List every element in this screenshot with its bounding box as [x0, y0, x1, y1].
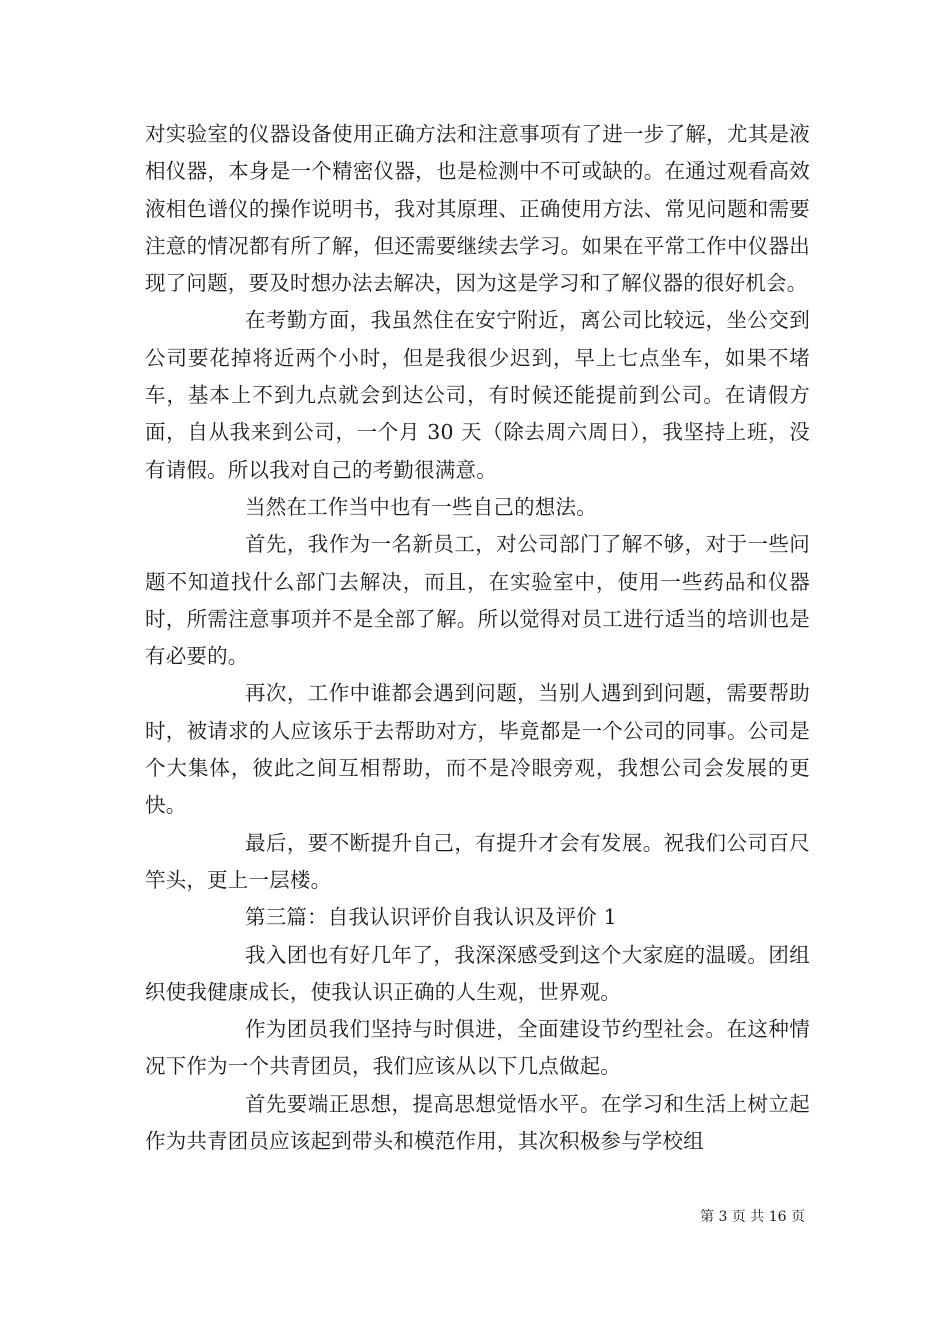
paragraph: 我入团也有好几年了，我深深感受到这个大家庭的温暖。团组织使我健康成长，使我认识正确的人生观，世界观。: [145, 942, 810, 1004]
paragraph: 首先要端正思想，提高思想觉悟水平。在学习和生活上树立起作为共青团员应该起到带头和模范作用，其次积极参与学校组: [145, 1091, 810, 1154]
paragraph: 最后，要不断提升自己，有提升才会有发展。祝我们公司百尺竿头，更上一层楼。: [145, 830, 810, 892]
paragraph: 在考勤方面，我虽然住在安宁附近，离公司比较远，坐公交到公司要花掉将近两个小时，但是我很少迟到，早上七点坐车，如果不堵车，基本上不到九点就会到达公司，有时候还能提前到公司。在请假方面，自从我来到公司，一个月 30 天（除去周六周日），我坚持上班，没有请假。所以我对自己的考勤很满意。: [145, 308, 810, 482]
document-body: [145, 116, 810, 1160]
paragraph: 首先，我作为一名新员工，对公司部门了解不够，对于一些问题不知道找什么部门去解决，而且，在实验室中，使用一些药品和仪器时，所需注意事项并不是全部了解。所以觉得对员工进行适当的培训也是有必要的。: [145, 532, 810, 669]
paragraph: 作为团员我们坚持与时俱进，全面建设节约型社会。在这种情况下作为一个共青团员，我们应该从以下几点做起。: [145, 1017, 810, 1079]
paragraph: 对实验室的仪器设备使用正确方法和注意事项有了进一步了解，尤其是液相仪器，本身是一个精密仪器，也是检测中不可或缺的。在通过观看高效液相色谱仪的操作说明书，我对其原理、正确使用方法、常见问题和需要注意的情况都有所了解，但还需要继续去学习。如果在平常工作中仪器出现了问题，要及时想办法去解决，因为这是学习和了解仪器的很好机会。: [145, 122, 810, 296]
paragraph: 当然在工作当中也有一些自己的想法。: [245, 494, 597, 519]
section-heading: 第三篇：自我认识评价自我认识及评价 1: [245, 905, 617, 930]
page-number-footer: 第 3 页 共 16 页: [700, 1209, 805, 1225]
paragraph: 再次，工作中谁都会遇到问题，当别人遇到到问题，需要帮助时，被请求的人应该乐于去帮助对方，毕竟都是一个公司的同事。公司是个大集体，彼此之间互相帮助，而不是冷眼旁观，我想公司会发展的更快。: [145, 681, 810, 818]
